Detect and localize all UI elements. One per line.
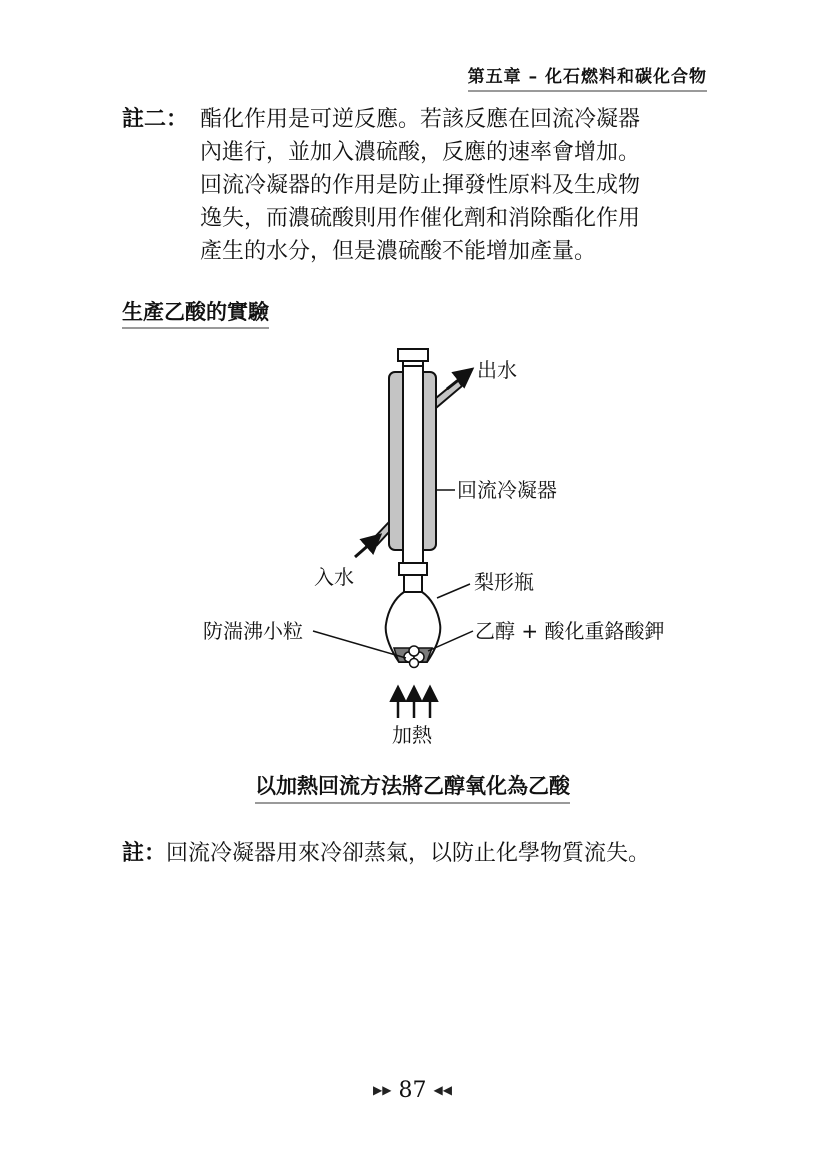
- chapter-header: 第五章 – 化石燃料和碳化合物: [468, 62, 707, 92]
- label-condenser: 回流冷凝器: [457, 478, 557, 502]
- bottom-note-label: 註：: [122, 841, 167, 866]
- anti-bumping-granule: [410, 659, 419, 668]
- label-heat: 加熱: [392, 723, 432, 747]
- section-heading: 生產乙酸的實驗: [122, 296, 269, 329]
- note-two-label: 註二：: [122, 107, 189, 132]
- water-in-arrow: [355, 536, 379, 557]
- note-two-line: 回流冷凝器的作用是防止揮發性原料及生成物: [200, 173, 641, 198]
- page-number: 87: [398, 1078, 427, 1103]
- bottom-note-text: 回流冷凝器用來冷卻蒸氣，以防止化學物質流失。: [166, 841, 651, 866]
- figure-caption: 以加熱回流方法將乙醇氧化為乙酸: [255, 770, 570, 804]
- note-two-line: 逸失，而濃硫酸則用作催化劑和消除酯化作用: [200, 206, 641, 231]
- label-water-out: 出水: [477, 358, 517, 382]
- reflux-apparatus-diagram: [0, 340, 825, 760]
- label-flask: 梨形瓶: [474, 570, 534, 594]
- reflux-condenser: [372, 349, 462, 575]
- water-outlet-tube: [436, 380, 462, 408]
- condenser-bottom-joint: [399, 563, 427, 575]
- note-two-line: 產生的水分，但是濃硫酸不能增加產量。: [200, 239, 597, 264]
- flask-neck: [404, 575, 422, 593]
- anti-bumping-granule: [409, 646, 419, 656]
- note-two-line: 內進行，並加入濃硫酸，反應的速率會增加。: [200, 140, 641, 165]
- page-footer: [0, 1078, 825, 1103]
- double-arrow-left-icon: ◀◀: [433, 1083, 452, 1097]
- condenser-inner-tube: [403, 366, 423, 566]
- label-anti-bumping-granules: 防湍沸小粒: [203, 619, 303, 643]
- note-two-body: [200, 103, 722, 268]
- label-water-in: 入水: [314, 565, 354, 589]
- note-two: [122, 103, 722, 268]
- pear-shaped-flask: [386, 575, 441, 668]
- bottom-note: [122, 836, 650, 867]
- double-arrow-right-icon: ▶▶: [373, 1083, 392, 1097]
- flask-leader: [437, 584, 470, 598]
- condenser-top-cap: [398, 349, 428, 361]
- note-two-line: 酯化作用是可逆反應。若該反應在回流冷凝器: [200, 107, 641, 132]
- label-reagents: 乙醇 + 酸化重鉻酸鉀: [475, 619, 665, 643]
